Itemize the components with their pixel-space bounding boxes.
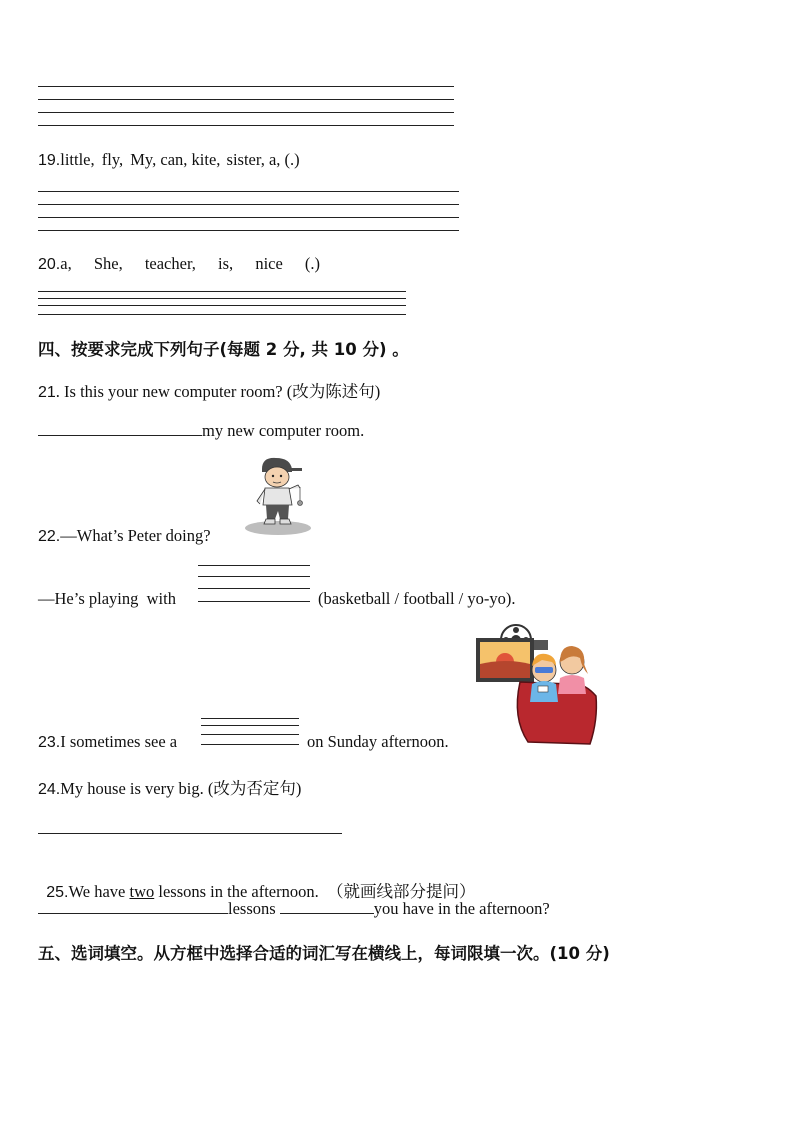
answer-line[interactable] [38,125,454,126]
question-number: 22. [38,528,61,545]
question-23-suffix: on Sunday afternoon. [307,732,449,751]
question-text: I sometimes see a [60,732,178,751]
word: kite, [191,150,221,169]
word: a, [268,150,281,169]
question-23 [38,732,177,752]
answer-line[interactable] [38,217,459,218]
section-heading: 四、按要求完成下列句子(每题 2 分, 共 10 分) 。 [38,340,409,359]
word: teacher, [144,254,196,273]
word: little, [60,150,95,169]
question-22 [38,526,211,546]
question-number: 23. [38,734,61,751]
answer-line[interactable] [201,718,299,719]
answer-row-25 [38,899,550,919]
question-21 [38,378,380,402]
answer-line[interactable] [38,230,459,231]
word: nice [255,254,283,273]
word: My, [130,150,157,169]
answer-line[interactable] [198,565,310,566]
answer-line[interactable] [201,725,299,726]
answer-line[interactable] [38,86,454,87]
answer-line[interactable] [198,588,310,589]
question-number: 24. [38,781,61,798]
boy-yoyo-illustration [240,455,316,537]
answer-tail: you have in the afternoon? [373,899,550,918]
answer-line[interactable] [38,291,406,292]
question-19 [38,150,300,170]
answer-blank[interactable] [38,899,228,914]
cinema-kids-illustration [472,622,604,750]
answer-line[interactable] [198,601,310,602]
section-heading: 五、选词填空。从方框中选择合适的词汇写在横线上，每词限填一次。(10 分) [38,944,610,963]
question-text: . Is this your new computer room? (改为陈述句) [55,382,381,401]
underlined-word: two [129,882,155,901]
word: She, [93,254,123,273]
answer-blank[interactable] [38,421,202,436]
answer-line[interactable] [38,314,406,315]
answer-mid: lessons [228,899,276,918]
question-number: 20. [38,256,61,273]
answer-line[interactable] [38,191,459,192]
answer-line[interactable] [38,298,406,299]
answer-options: (basketball / football / yo-yo). [318,589,516,608]
word: (.) [284,150,300,169]
answer-line[interactable] [38,833,342,834]
answer-tail: my new computer room. [202,421,365,440]
question-text: —What’s Peter doing? [60,526,211,545]
question-25 [38,858,476,902]
answer-line[interactable] [38,305,406,306]
question-number: 21 [38,384,56,401]
word: fly, [101,150,124,169]
answer-line[interactable] [38,204,459,205]
word: sister, [226,150,265,169]
question-text: My house is very big. (改为否定句) [60,779,302,798]
answer-line[interactable] [198,576,310,577]
question-text: We have [68,882,130,901]
answer-line[interactable] [201,744,299,745]
answer-line[interactable] [38,99,454,100]
question-24 [38,775,301,799]
answer-line[interactable] [38,112,454,113]
answer-row-21 [38,421,364,441]
word: can, [160,150,188,169]
word: (.) [304,254,321,273]
answer-prefix: —He’s playing with [38,589,176,608]
question-number: 19. [38,152,61,169]
question-20 [38,254,320,274]
answer-line[interactable] [201,734,299,735]
question-number: 25. [46,884,69,901]
word: is, [218,254,234,273]
word: a, [60,254,72,273]
answer-blank[interactable] [280,899,374,914]
question-text: lessons in the afternoon. （就画线部分提问） [154,882,476,901]
